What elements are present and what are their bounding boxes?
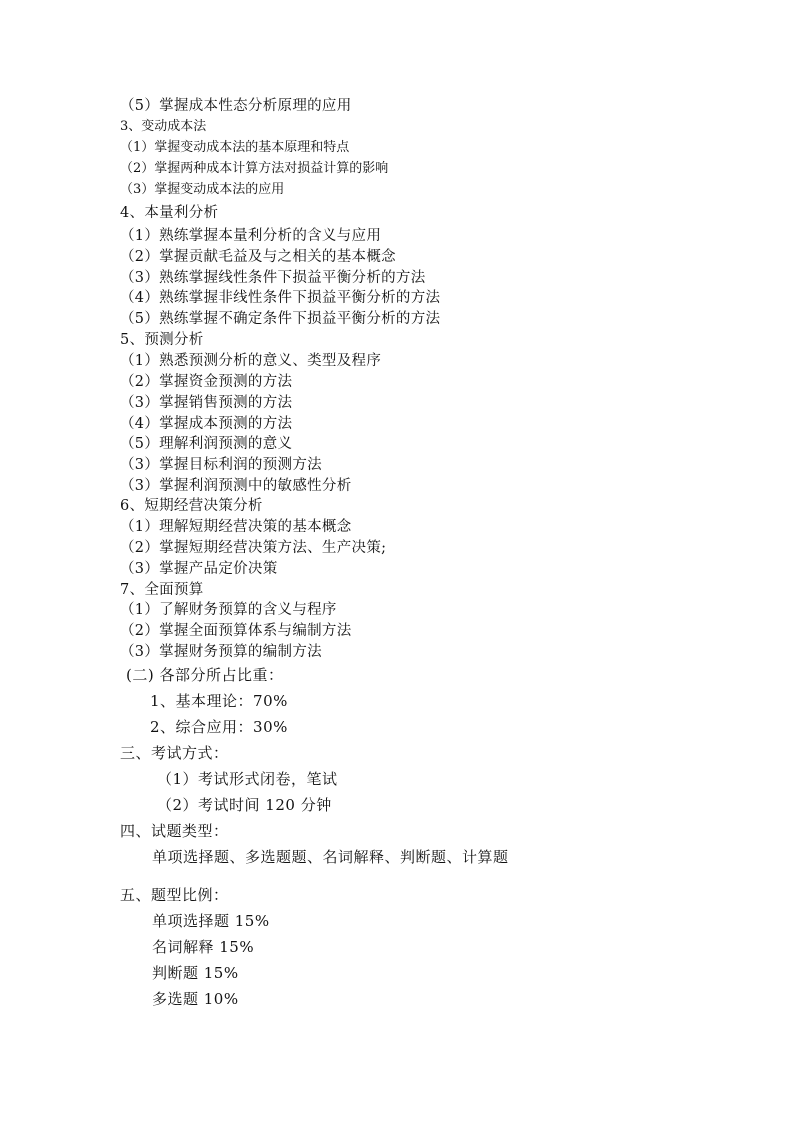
- list-item: （3）掌握产品定价决策: [120, 561, 278, 577]
- heading-type-ratio: 五、题型比例：: [120, 886, 229, 904]
- list-item: （2）掌握两种成本计算方法对损益计算的影响: [120, 161, 389, 176]
- heading-comprehensive-budget: 7、全面预算: [120, 582, 204, 598]
- list-item: （1）熟悉预测分析的意义、类型及程序: [120, 353, 382, 369]
- exam-method-item: （2）考试时间 120 分钟: [157, 796, 332, 814]
- type-ratio-item: 多选题 10%: [152, 990, 239, 1008]
- list-item: （1）理解短期经营决策的基本概念: [120, 519, 352, 535]
- list-item: （2）掌握贡献毛益及与之相关的基本概念: [120, 249, 396, 265]
- list-item: （2）掌握全面预算体系与编制方法: [120, 623, 352, 639]
- type-ratio-item: 单项选择题 15%: [152, 912, 270, 930]
- list-item: （5）熟练掌握不确定条件下损益平衡分析的方法: [120, 311, 441, 327]
- heading-exam-method: 三、考试方式：: [120, 744, 229, 762]
- list-item: （1）熟练掌握本量利分析的含义与应用: [120, 228, 382, 244]
- heading-short-term-decision: 6、短期经营决策分析: [120, 498, 263, 514]
- heading-forecast-analysis: 5、预测分析: [120, 332, 204, 348]
- list-item: （2）掌握短期经营决策方法、生产决策;: [120, 540, 387, 556]
- list-item: （4）掌握成本预测的方法: [120, 416, 293, 432]
- exam-method-item: （1）考试形式闭卷，笔试: [157, 770, 338, 788]
- list-item: （3）掌握销售预测的方法: [120, 395, 293, 411]
- list-item: （1）掌握变动成本法的基本原理和特点: [120, 140, 350, 155]
- heading-cvp-analysis: 4、本量利分析: [120, 205, 219, 221]
- list-item: （3）掌握变动成本法的应用: [120, 182, 285, 197]
- heading-variable-costing: 3、变动成本法: [120, 119, 207, 134]
- list-item: （2）掌握资金预测的方法: [120, 374, 293, 390]
- heading-weights: (二) 各部分所占比重：: [126, 666, 284, 684]
- question-types-text: 单项选择题、多选题题、名词解释、判断题、计算题: [152, 848, 509, 866]
- list-item: （3）熟练掌握线性条件下损益平衡分析的方法: [120, 270, 426, 286]
- weight-item: 2、综合应用：30%: [150, 718, 288, 736]
- list-item: （5）理解利润预测的意义: [120, 436, 293, 452]
- list-item: （3）掌握利润预测中的敏感性分析: [120, 478, 352, 494]
- list-item: （4）熟练掌握非线性条件下损益平衡分析的方法: [120, 290, 441, 306]
- heading-question-types: 四、试题类型：: [120, 822, 229, 840]
- item-cost-behavior-5: （5）掌握成本性态分析原理的应用: [120, 98, 352, 114]
- list-item: （3）掌握财务预算的编制方法: [120, 644, 322, 660]
- weight-item: 1、基本理论：70%: [150, 692, 288, 710]
- type-ratio-item: 名词解释 15%: [152, 938, 255, 956]
- type-ratio-item: 判断题 15%: [152, 964, 239, 982]
- list-item: （3）掌握目标利润的预测方法: [120, 457, 322, 473]
- list-item: （1）了解财务预算的含义与程序: [120, 602, 337, 618]
